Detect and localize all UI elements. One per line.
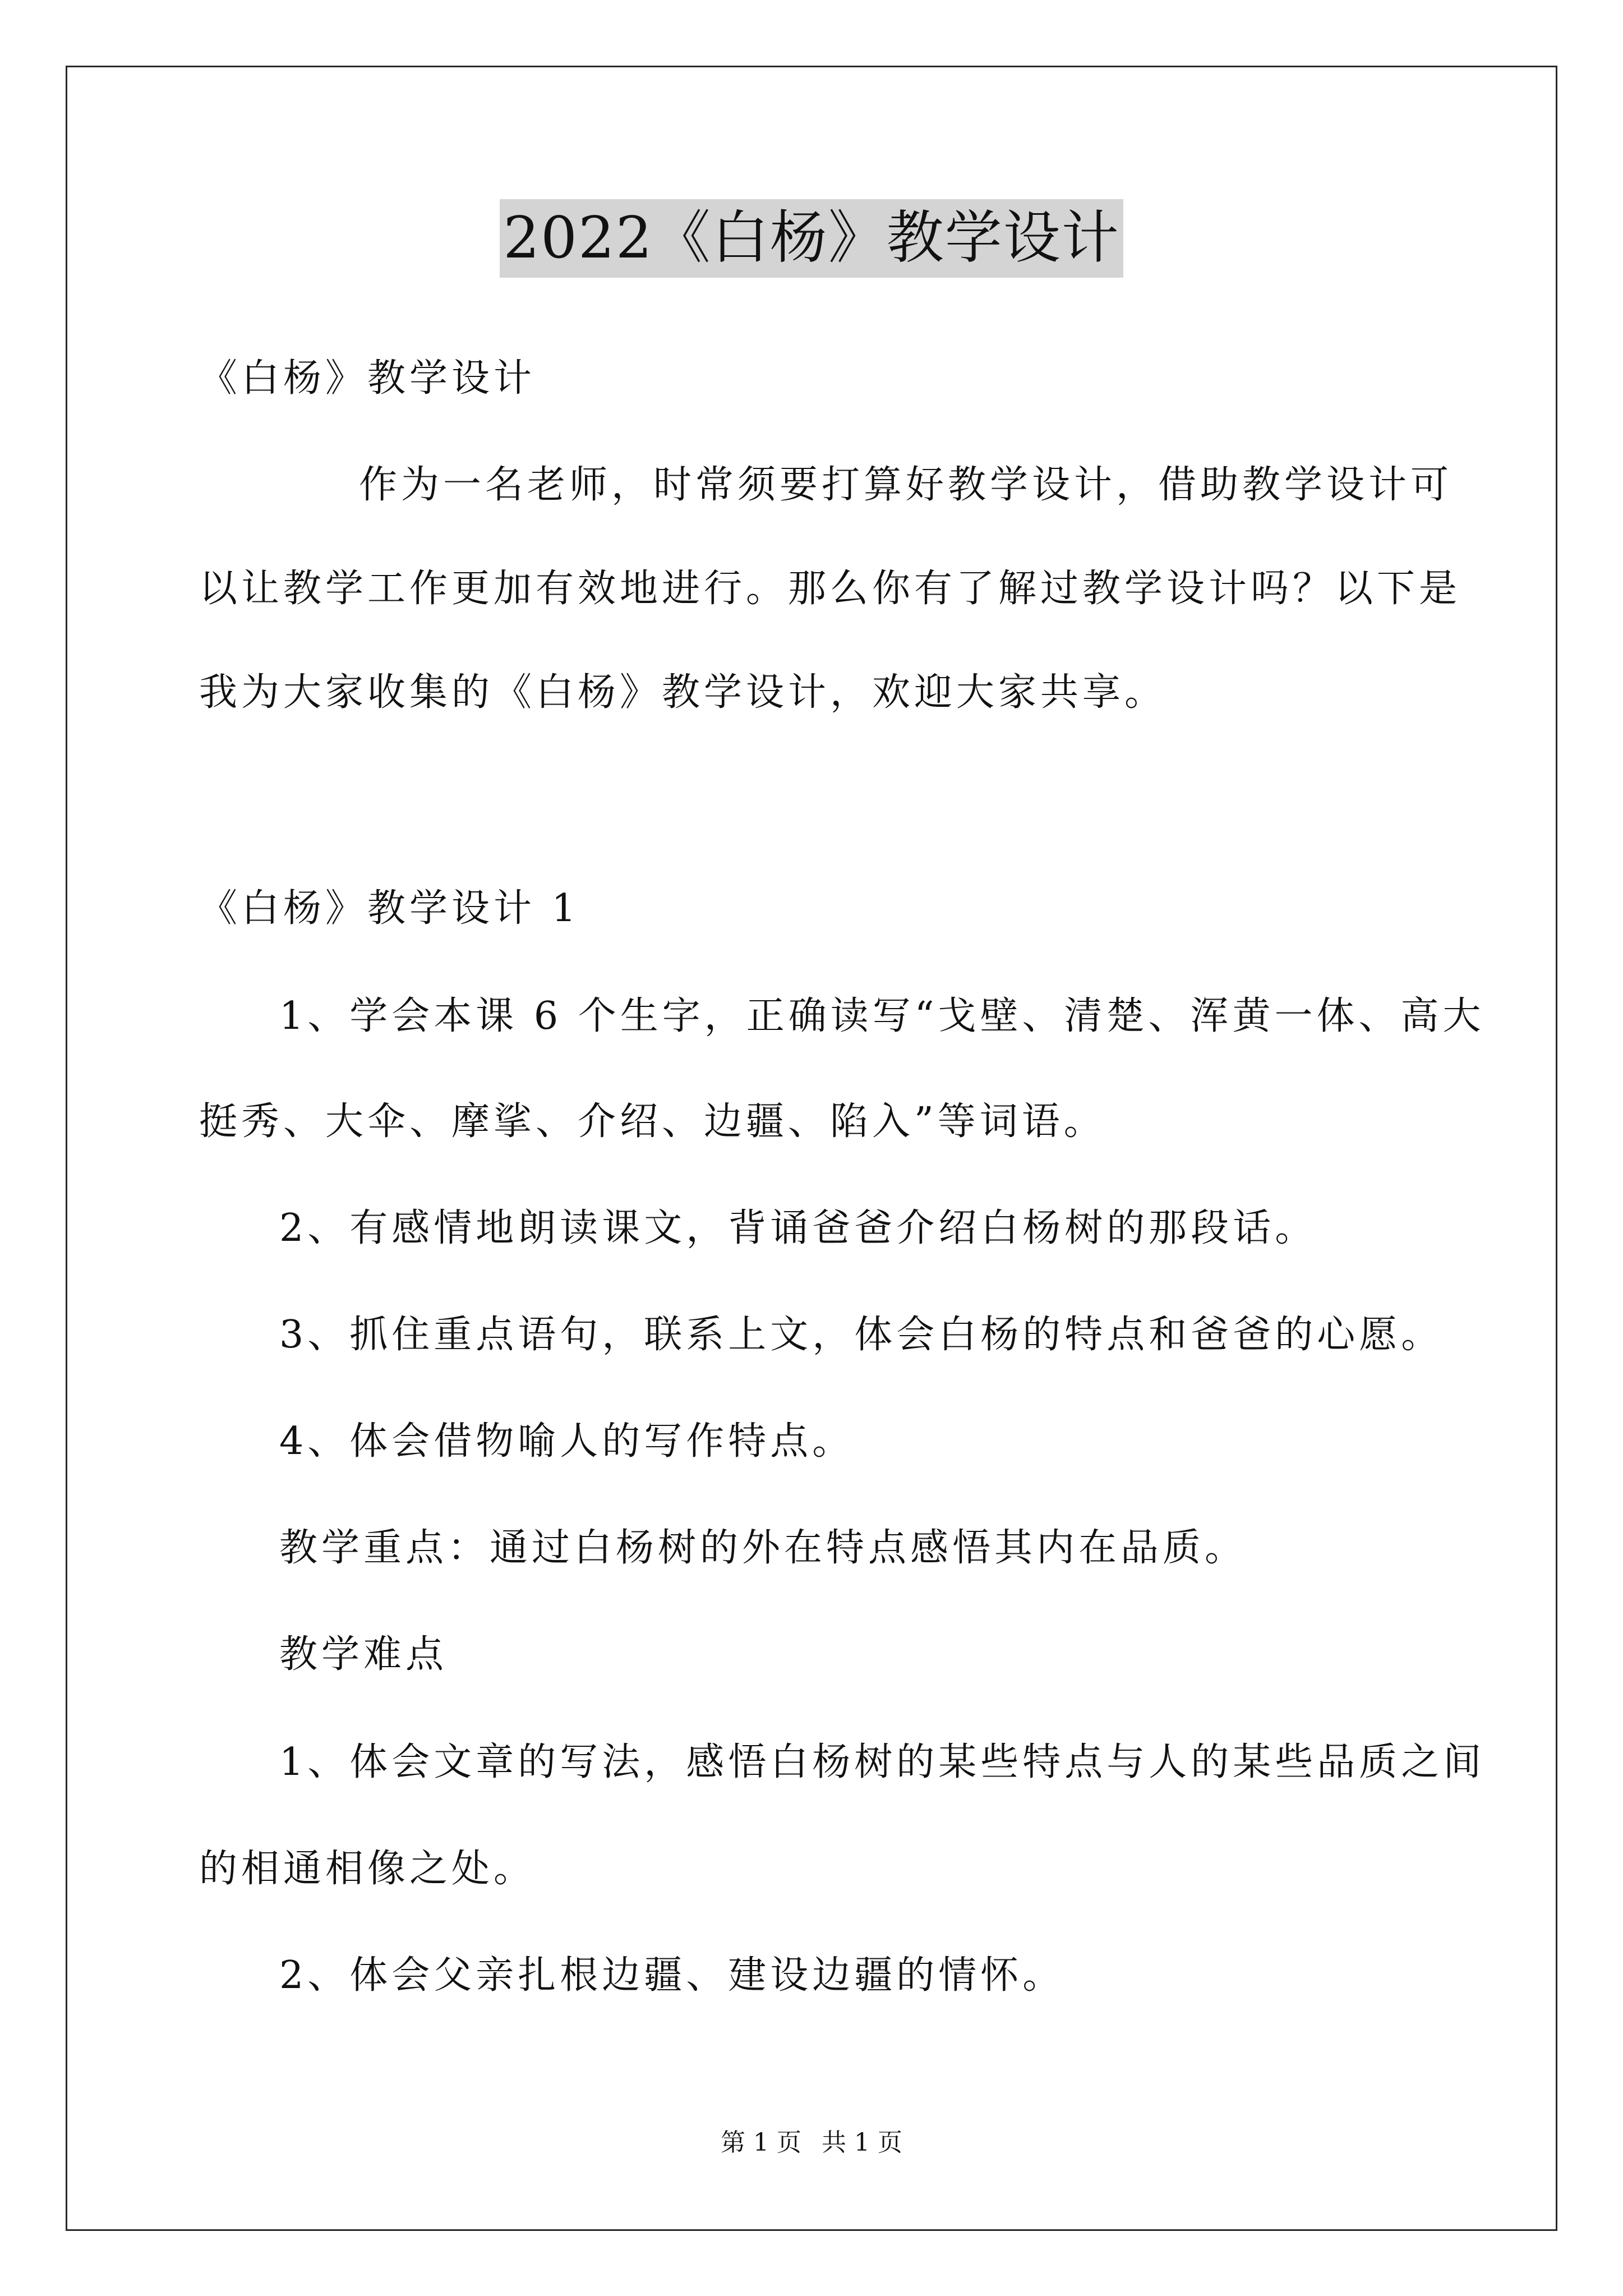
objective-line: 3、抓住重点语句，联系上文，体会白杨的特点和爸爸的心愿。: [279, 1313, 1444, 1357]
difficulty-line: 的相通相像之处。: [199, 1847, 536, 1891]
key-point: 教学重点：通过白杨树的外在特点感悟其内在品质。: [279, 1526, 1247, 1570]
subtitle: 《白杨》教学设计: [199, 356, 536, 401]
page-number: 第 1 页: [721, 2128, 801, 2157]
document-title: 2022《白杨》教学设计: [500, 199, 1123, 278]
objective-line: 2、有感情地朗读课文，背诵爸爸介绍白杨树的那段话。: [279, 1206, 1317, 1250]
page-total: 共 1 页: [822, 2128, 902, 2157]
page-footer: [0, 2126, 1623, 2160]
objective-line: 4、体会借物喻人的写作特点。: [279, 1419, 855, 1464]
intro-line: 以让教学工作更加有效地进行。那么你有了解过教学设计吗？以下是: [199, 567, 1461, 611]
objective-line: 1、学会本课 6 个生字，正确读写“戈壁、清楚、浑黄一体、高大: [279, 994, 1485, 1038]
difficulty-heading: 教学难点: [279, 1632, 448, 1677]
section-heading: 《白杨》教学设计 1: [199, 886, 580, 931]
objective-line: 挺秀、大伞、摩挲、介绍、边疆、陷入”等词语。: [199, 1099, 1106, 1144]
difficulty-line: 2、体会父亲扎根边疆、建设边疆的情怀。: [279, 1953, 1065, 1998]
intro-line: 我为大家收集的《白杨》教学设计，欢迎大家共享。: [199, 670, 1167, 715]
intro-line: 作为一名老师，时常须要打算好教学设计，借助教学设计可: [359, 463, 1453, 507]
title-wrap: [0, 199, 1623, 278]
difficulty-line: 1、体会文章的写法，感悟白杨树的某些特点与人的某些品质之间: [279, 1740, 1486, 1784]
